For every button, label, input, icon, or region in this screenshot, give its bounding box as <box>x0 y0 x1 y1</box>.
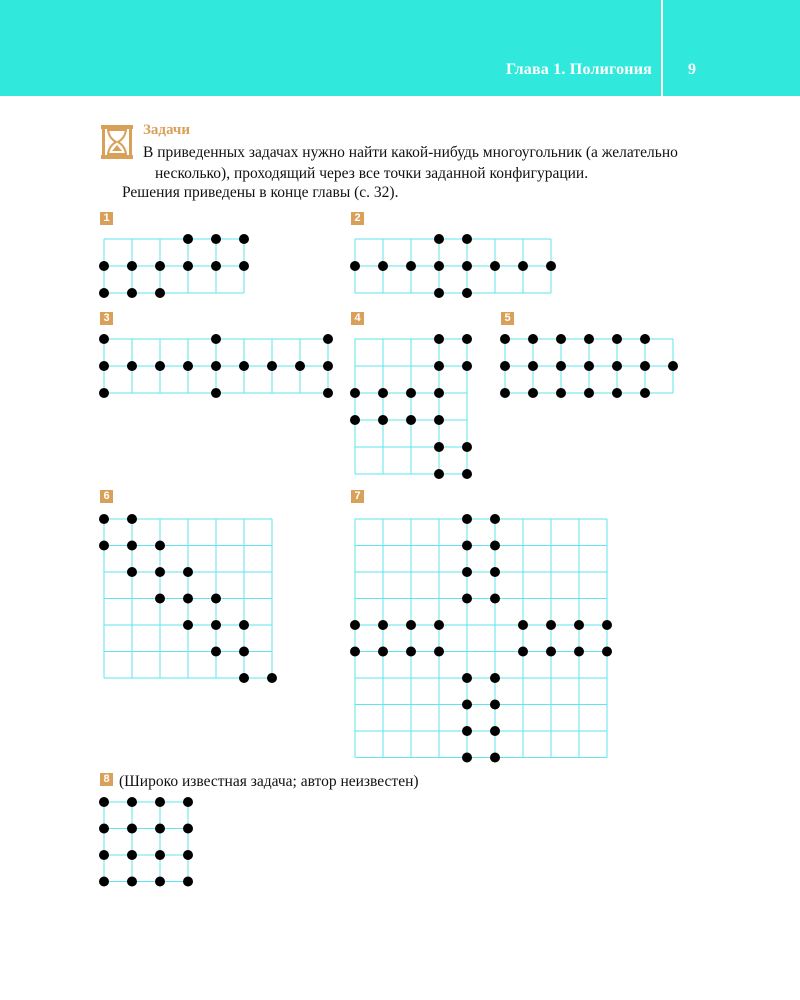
dot <box>612 361 622 371</box>
dot <box>490 753 500 763</box>
dot <box>350 388 360 398</box>
dot <box>612 334 622 344</box>
dot <box>127 261 137 271</box>
dot <box>211 334 221 344</box>
dot <box>602 647 612 657</box>
dot <box>518 647 528 657</box>
dot <box>462 442 472 452</box>
dot <box>434 415 444 425</box>
dot <box>350 647 360 657</box>
dot <box>640 334 650 344</box>
problem-6-figure <box>99 514 277 683</box>
dot <box>183 850 193 860</box>
problem-7-figure <box>350 514 612 763</box>
dot <box>378 415 388 425</box>
dot <box>556 388 566 398</box>
dot <box>434 334 444 344</box>
dot <box>434 234 444 244</box>
dot <box>155 567 165 577</box>
dot <box>434 647 444 657</box>
dot <box>267 673 277 683</box>
dot <box>183 797 193 807</box>
dot <box>127 288 137 298</box>
dot <box>239 647 249 657</box>
dot <box>574 647 584 657</box>
dot <box>528 334 538 344</box>
dot <box>612 388 622 398</box>
dot <box>462 361 472 371</box>
dot <box>640 361 650 371</box>
dot <box>99 850 109 860</box>
dot <box>155 877 165 887</box>
dot <box>99 261 109 271</box>
dot <box>490 514 500 524</box>
dot <box>462 469 472 479</box>
dot <box>211 594 221 604</box>
chapter-title: Глава 1. Полигония <box>506 61 652 78</box>
dot <box>490 567 500 577</box>
dot <box>239 361 249 371</box>
dot <box>127 514 137 524</box>
dot <box>602 620 612 630</box>
dot <box>546 261 556 271</box>
dot <box>462 726 472 736</box>
dot <box>99 824 109 834</box>
dot <box>406 261 416 271</box>
problem-1-figure <box>99 234 249 298</box>
dot <box>239 673 249 683</box>
dot <box>350 620 360 630</box>
problem-5-figure <box>500 334 678 398</box>
dot <box>406 388 416 398</box>
dot <box>183 234 193 244</box>
problem-7-number: 7 <box>351 490 364 503</box>
dot <box>155 850 165 860</box>
dot <box>323 388 333 398</box>
dot <box>183 567 193 577</box>
dot <box>556 361 566 371</box>
dot <box>239 234 249 244</box>
dot <box>406 415 416 425</box>
problem-8-figure <box>99 797 193 887</box>
dot <box>239 261 249 271</box>
dot <box>99 877 109 887</box>
problem-5-number: 5 <box>501 312 514 325</box>
dot <box>490 541 500 551</box>
dot <box>99 514 109 524</box>
dot <box>127 877 137 887</box>
dot <box>584 388 594 398</box>
dot <box>546 620 556 630</box>
dot <box>462 673 472 683</box>
dot <box>406 647 416 657</box>
dot <box>127 567 137 577</box>
dot <box>462 514 472 524</box>
dot <box>378 620 388 630</box>
problem-2-number: 2 <box>351 212 364 225</box>
dot <box>500 334 510 344</box>
dot <box>462 334 472 344</box>
dot <box>99 797 109 807</box>
problem-4-number: 4 <box>351 312 364 325</box>
dot <box>406 620 416 630</box>
problem-4-figure <box>350 334 472 479</box>
problem-1-number: 1 <box>100 212 113 225</box>
dot <box>99 361 109 371</box>
dot <box>127 824 137 834</box>
dot <box>183 824 193 834</box>
dot <box>127 850 137 860</box>
dot <box>378 261 388 271</box>
dot <box>99 288 109 298</box>
dot <box>640 388 650 398</box>
dot <box>155 288 165 298</box>
dot <box>183 361 193 371</box>
problem-6-number: 6 <box>100 490 113 503</box>
dot <box>434 620 444 630</box>
dot <box>211 620 221 630</box>
dot <box>211 388 221 398</box>
dot <box>668 361 678 371</box>
dot <box>546 647 556 657</box>
dot <box>378 388 388 398</box>
dot <box>518 620 528 630</box>
dot <box>490 673 500 683</box>
dot <box>155 361 165 371</box>
intro-line-2: несколько), проходящий через все точки заданной конфигурации. <box>155 165 589 182</box>
problem-8-caption: (Широко известная задача; автор неизвестен) <box>119 773 419 790</box>
dot <box>518 261 528 271</box>
dot <box>155 541 165 551</box>
dot <box>528 388 538 398</box>
dot <box>127 541 137 551</box>
dot <box>99 541 109 551</box>
dot <box>584 361 594 371</box>
dot <box>434 261 444 271</box>
dot <box>500 361 510 371</box>
dot <box>239 620 249 630</box>
problem-3-number: 3 <box>100 312 113 325</box>
dot <box>267 361 277 371</box>
dot <box>490 726 500 736</box>
tasks-heading: Задачи <box>143 122 191 138</box>
dot <box>350 415 360 425</box>
dot <box>462 541 472 551</box>
problem-2-figure <box>350 234 556 298</box>
dot <box>462 567 472 577</box>
intro-line-3: Решения приведены в конце главы (с. 32). <box>122 184 399 201</box>
dot <box>490 700 500 710</box>
dot <box>528 361 538 371</box>
dot <box>155 797 165 807</box>
dot <box>584 334 594 344</box>
dot <box>462 753 472 763</box>
dot <box>99 388 109 398</box>
dot <box>211 261 221 271</box>
dot <box>462 261 472 271</box>
problem-8-number: 8 <box>100 773 113 786</box>
dot <box>211 361 221 371</box>
dot <box>434 388 444 398</box>
dot <box>211 234 221 244</box>
dot <box>556 334 566 344</box>
dot <box>434 361 444 371</box>
dot <box>323 334 333 344</box>
dot <box>99 334 109 344</box>
dot <box>462 288 472 298</box>
intro-line-1: В приведенных задачах нужно найти какой-нибудь многоугольник (а желательно <box>143 144 678 161</box>
dot <box>490 594 500 604</box>
dot <box>434 288 444 298</box>
dot <box>127 797 137 807</box>
dot <box>183 877 193 887</box>
problem-3-figure <box>99 334 333 398</box>
dot <box>434 469 444 479</box>
dot <box>155 824 165 834</box>
dot <box>183 620 193 630</box>
dot <box>127 361 137 371</box>
dot <box>490 261 500 271</box>
dot <box>211 647 221 657</box>
dot <box>183 594 193 604</box>
dot <box>155 261 165 271</box>
dot <box>295 361 305 371</box>
dot <box>378 647 388 657</box>
dot <box>434 442 444 452</box>
dot <box>462 594 472 604</box>
dot <box>350 261 360 271</box>
dot <box>155 594 165 604</box>
dot <box>183 261 193 271</box>
dot <box>462 234 472 244</box>
dot <box>500 388 510 398</box>
dot <box>323 361 333 371</box>
dot <box>462 700 472 710</box>
dot <box>574 620 584 630</box>
page-number: 9 <box>688 61 696 78</box>
